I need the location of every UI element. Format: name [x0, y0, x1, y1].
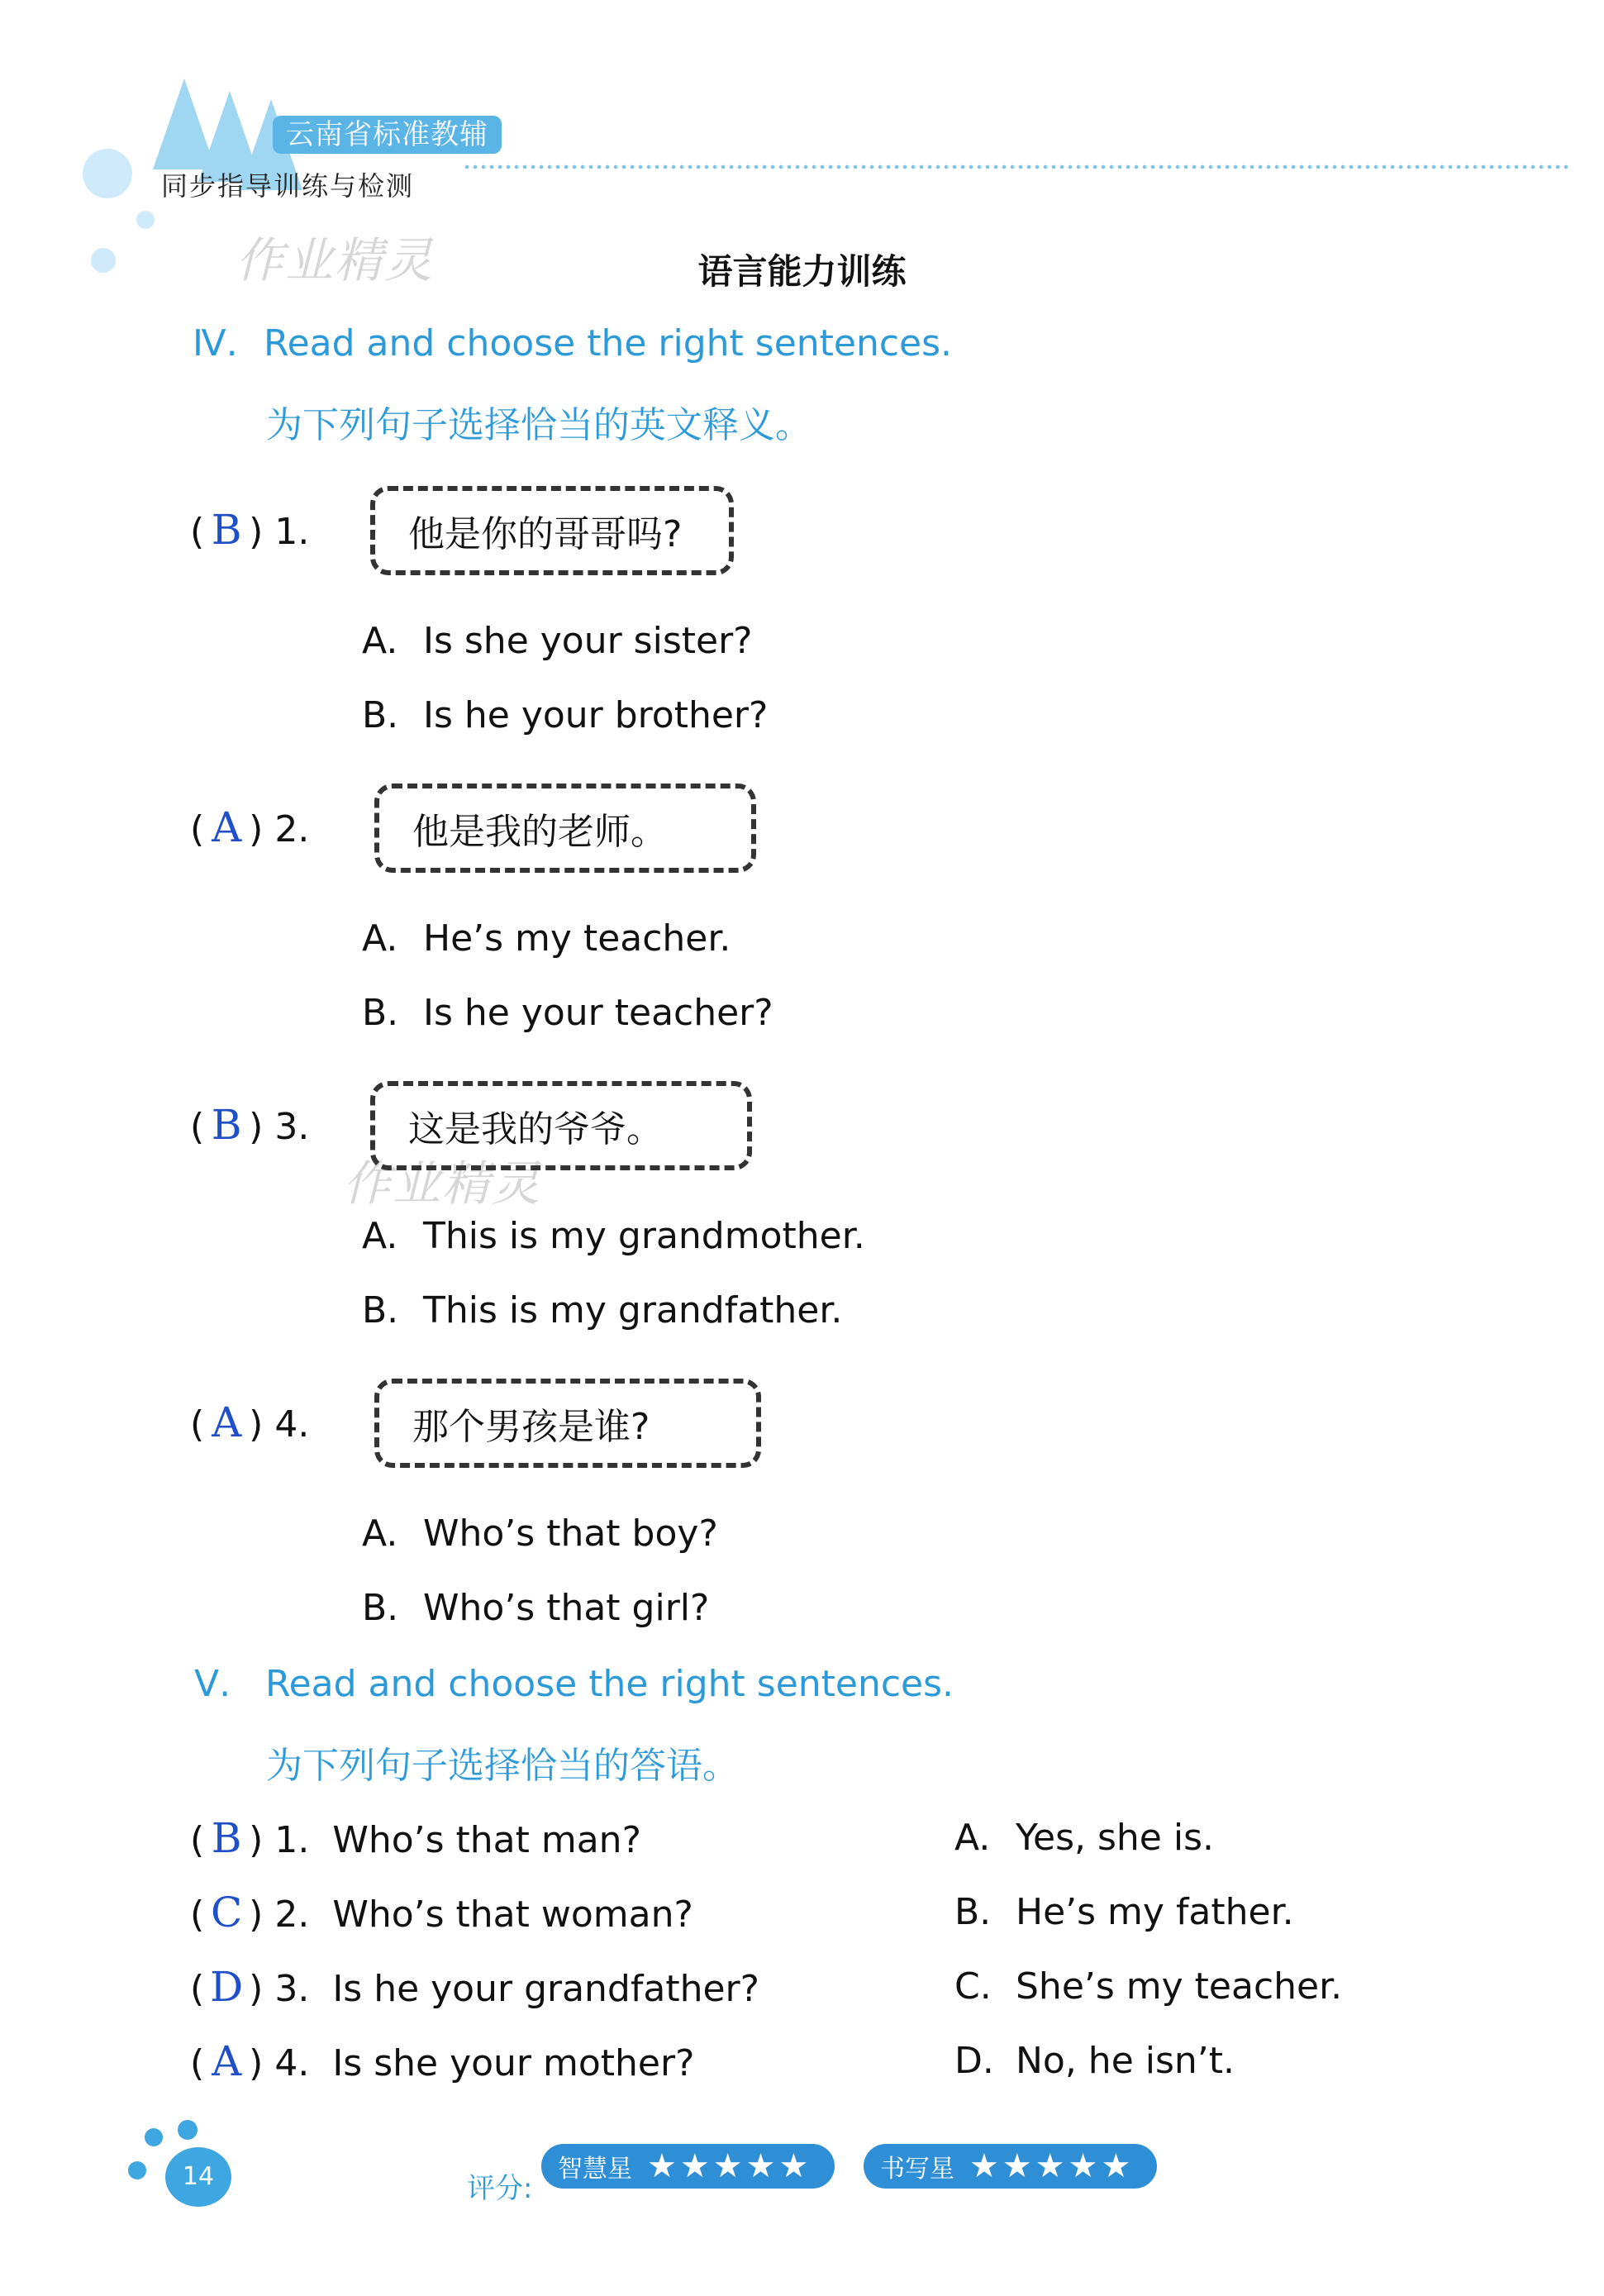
question-number: 4.: [274, 1403, 310, 1446]
part5-heading-text: Read and choose the right sentences.: [265, 1663, 954, 1705]
badge-label: 智慧星: [558, 2155, 632, 2184]
chinese-sentence-box: 这是我的爷爷。: [370, 1081, 752, 1170]
part4-question-4: ( A ) 4.: [190, 1398, 310, 1446]
option: B. Is he your teacher?: [362, 992, 773, 1034]
badge-label: 书写星: [880, 2155, 954, 2184]
option: A. This is my grandmother.: [362, 1215, 865, 1257]
section-title: 语言能力训练: [697, 251, 907, 292]
option: B. Who’s that girl?: [362, 1587, 710, 1629]
answer-choice-a: A. Yes, she is.: [954, 1817, 1215, 1859]
option: A. Is she your sister?: [362, 620, 753, 662]
writing-star-badge: [864, 2144, 1157, 2189]
footprint-decoration: [128, 2161, 146, 2179]
part4-heading: [193, 322, 952, 364]
star-icon: ★★★★★: [647, 2147, 812, 2185]
dotted-divider: [463, 164, 1570, 170]
answer-mark: B: [211, 506, 242, 554]
part5-question-2: ( C ) 2. Who’s that woman?: [190, 1889, 693, 1936]
watermark: 作业精灵: [343, 1155, 542, 1212]
chinese-sentence-box: 他是你的哥哥吗?: [370, 486, 734, 575]
part4-heading-text: Read and choose the right sentences.: [264, 322, 953, 364]
option: A. Who’s that boy?: [362, 1512, 718, 1555]
footprint-decoration: [145, 2128, 163, 2146]
page-number: 14: [165, 2147, 231, 2207]
answer-mark: B: [211, 1814, 242, 1862]
part4-instruction: 为下列句子选择恰当的英文释义。: [266, 404, 812, 446]
chinese-sentence-box: 他是我的老师。: [374, 784, 756, 873]
part4-question-2: ( A ) 2.: [190, 803, 310, 851]
part5-heading: [194, 1663, 954, 1705]
option: A. He’s my teacher.: [362, 917, 731, 960]
series-banner: 云南省标准教辅: [273, 116, 502, 154]
answer-mark: A: [212, 803, 242, 851]
part5-question-1: ( B ) 1. Who’s that man?: [190, 1814, 641, 1862]
book-subtitle: 同步指导训练与检测: [161, 170, 415, 202]
answer-mark: A: [212, 2037, 242, 2085]
option: B. This is my grandfather.: [362, 1289, 843, 1331]
part4-question-1: ( B ) 1.: [190, 506, 310, 554]
question-number: 1.: [274, 511, 310, 553]
part4-question-3: ( B ) 3.: [190, 1101, 310, 1149]
part5-question-3: ( D ) 3. Is he your grandfather?: [190, 1963, 759, 2011]
bubble-decoration: [83, 149, 132, 198]
answer-mark: C: [211, 1889, 243, 1936]
watermark: 作业精灵: [236, 232, 435, 288]
chinese-sentence-box: 那个男孩是谁?: [374, 1379, 761, 1468]
answer-mark: D: [210, 1963, 244, 2011]
footprint-decoration: [178, 2120, 198, 2140]
star-icon: ★★★★★: [969, 2147, 1135, 2185]
part5-question-4: ( A ) 4. Is she your mother?: [190, 2037, 695, 2085]
bubble-decoration: [136, 211, 155, 229]
answer-choice-b: B. He’s my father.: [954, 1891, 1294, 1933]
wisdom-star-badge: [541, 2144, 835, 2189]
question-number: 2.: [274, 808, 310, 850]
answer-mark: B: [211, 1101, 242, 1149]
answer-mark: A: [212, 1398, 242, 1446]
option: B. Is he your brother?: [362, 694, 769, 736]
part5-numeral: Ⅴ.: [194, 1663, 231, 1705]
score-label: 评分:: [467, 2172, 533, 2205]
answer-choice-c: C. She’s my teacher.: [954, 1965, 1343, 2008]
part5-instruction: 为下列句子选择恰当的答语。: [266, 1745, 739, 1787]
question-number: 3.: [274, 1106, 310, 1148]
part4-numeral: Ⅳ.: [193, 322, 238, 364]
answer-choice-d: D. No, he isn’t.: [954, 2040, 1235, 2082]
